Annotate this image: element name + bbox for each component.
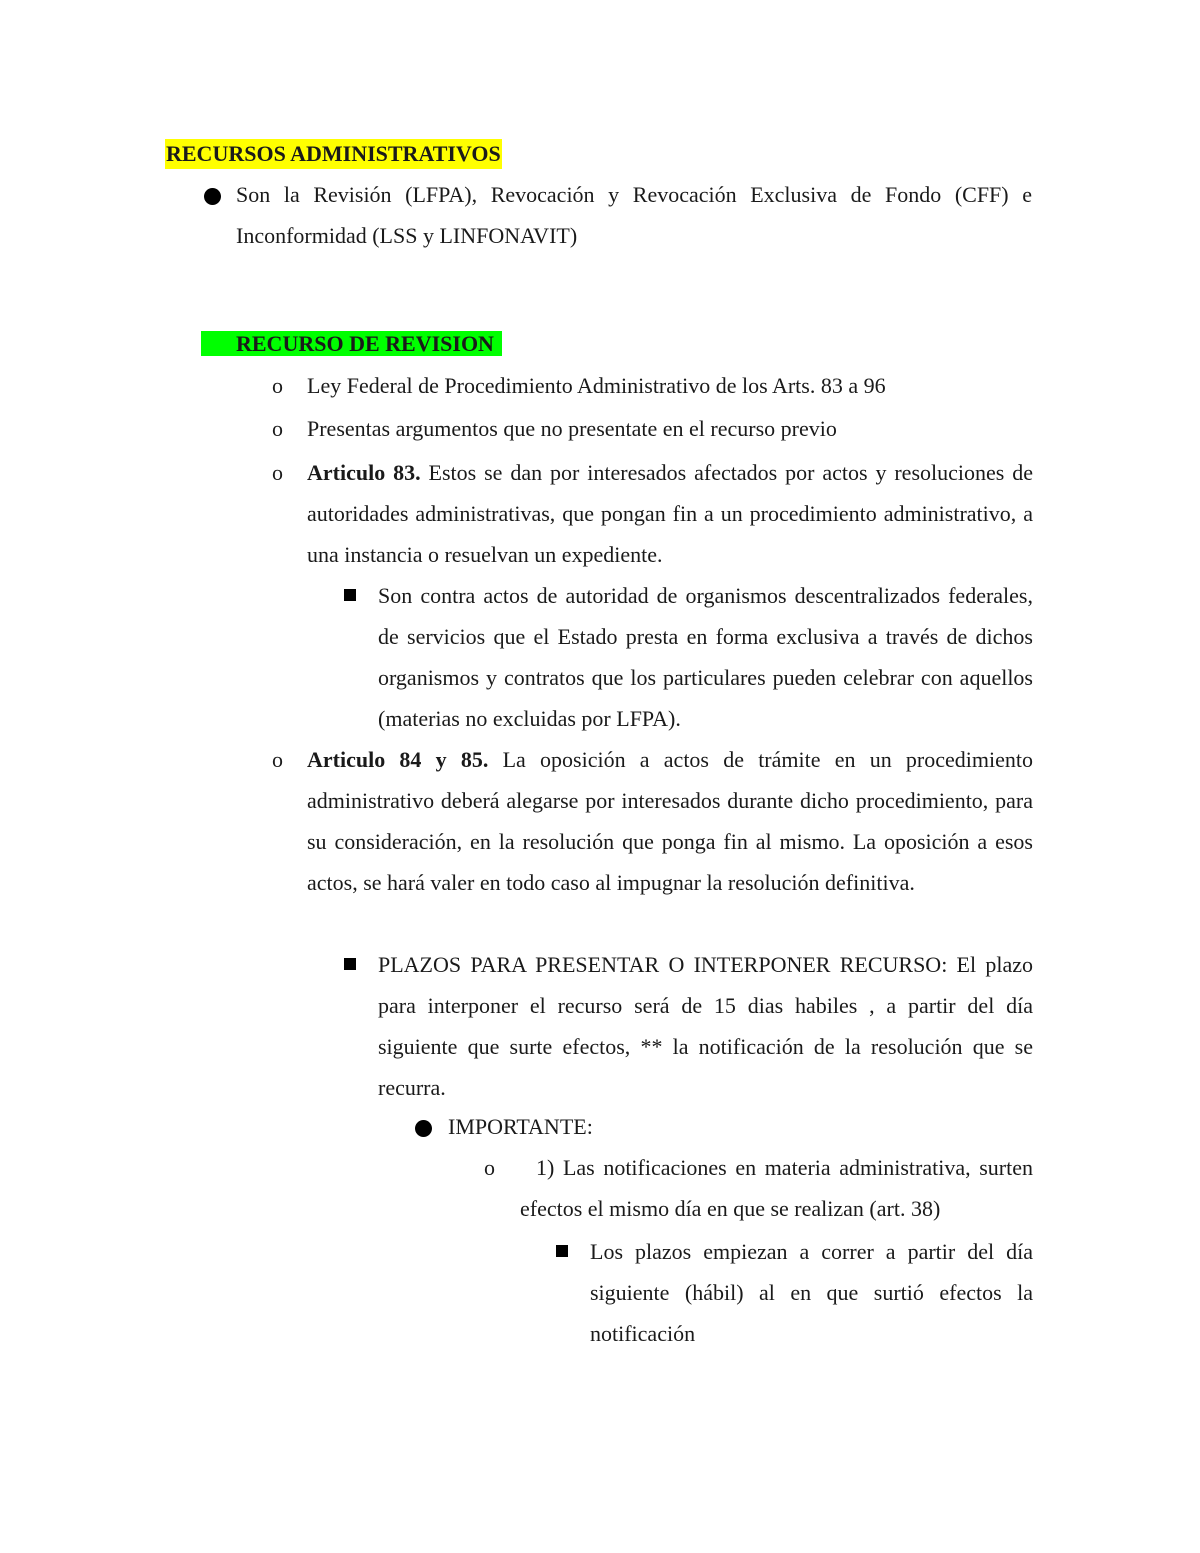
article-83-item — [307, 452, 1033, 575]
section-heading — [201, 324, 502, 364]
square-bullet-icon — [344, 589, 356, 601]
circle-bullet-icon: o — [272, 460, 283, 485]
circle-bullet-icon: o — [272, 747, 283, 772]
importante-label: IMPORTANTE: — [448, 1114, 593, 1139]
article-84-85-text: La oposición a actos de trámite en un procedimiento administrativo deberá alegarse por interesados durante dicho procedimiento, para su consideración, en la resolución que ponga fin al mismo. La oposición a esos actos, se hará valer en todo caso al impugnar la resolución definitiva. — [307, 747, 1034, 895]
article-83-label: Articulo 83. — [307, 460, 421, 485]
article-84-85-label: Articulo 84 y 85. — [307, 747, 489, 772]
article-84-85-item — [307, 739, 1033, 903]
bullet-dot-icon — [204, 188, 221, 205]
section-heading-label: RECURSO DE REVISION — [236, 331, 494, 356]
article-83-text: Estos se dan por interesados afectados por actos y resoluciones de autoridades administrativas, que pongan fin a un procedimiento administrativo, a una instancia o resuelvan un expediente. — [307, 460, 1034, 567]
intro-bullet-text: Son la Revisión (LFPA), Revocación y Revocación Exclusiva de Fondo (CFF) e Inconformidad (LSS y LINFONAVIT) — [236, 182, 1032, 248]
list-item: 1) Las notificaciones en materia administrativa, surten efectos el mismo día en que se realizan (art. 38) — [520, 1155, 1033, 1221]
square-bullet-icon — [344, 958, 356, 970]
bullet-dot-icon — [415, 1120, 432, 1137]
list-item: PLAZOS PARA PRESENTAR O INTERPONER RECURSO: El plazo para interponer el recurso será de 15 dias habiles , a partir del día siguiente que surte efectos, ** la notificación de la resolución que se recurra. — [378, 952, 1033, 1100]
circle-bullet-icon: o — [484, 1155, 495, 1180]
circle-bullet-icon: o — [272, 373, 283, 398]
list-item: Los plazos empiezan a correr a partir del día siguiente (hábil) al en que surtió efectos la notificación — [590, 1239, 1033, 1346]
list-item: Presentas argumentos que no presentate en el recurso previo — [307, 416, 837, 441]
square-bullet-icon — [556, 1245, 568, 1257]
page-title: RECURSOS ADMINISTRATIVOS — [165, 139, 502, 169]
list-item: Son contra actos de autoridad de organismos descentralizados federales, de servicios que el Estado presta en forma exclusiva a través de dichos organismos y contratos que los particulares pueden celebrar con aquellos (materias no excluidas por LFPA). — [378, 583, 1033, 731]
circle-bullet-icon: o — [272, 416, 283, 441]
list-item: Ley Federal de Procedimiento Administrativo de los Arts. 83 a 96 — [307, 373, 886, 398]
